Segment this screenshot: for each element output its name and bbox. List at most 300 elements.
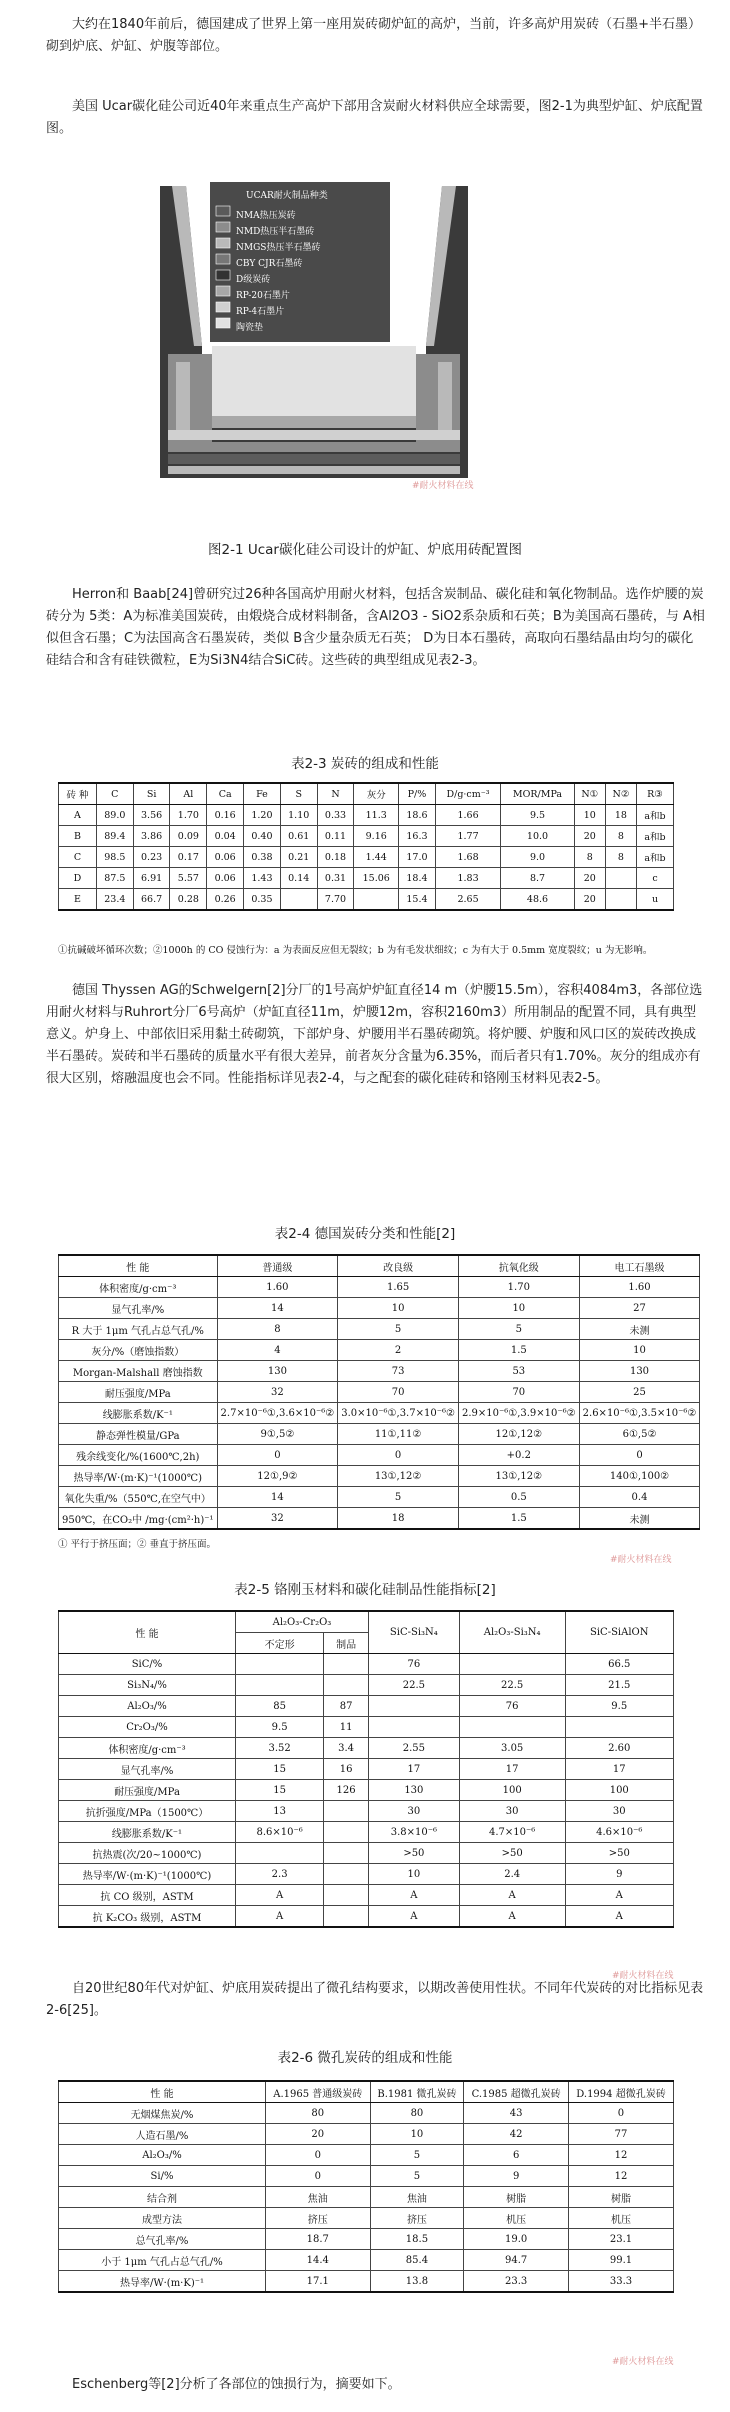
table-cell <box>324 1906 369 1928</box>
table-cell: 5 <box>370 2145 464 2166</box>
table-row <box>59 889 674 911</box>
row-label-cell: 氧化失重/%（550℃,在空气中） <box>59 1487 218 1508</box>
table-header-row <box>59 1611 674 1633</box>
table-2-4 <box>58 1254 700 1530</box>
table-cell: 4.7×10⁻⁶ <box>459 1822 565 1843</box>
table-cell: u <box>637 889 674 911</box>
table-cell: 0.17 <box>170 847 207 868</box>
table-cell: 126 <box>324 1780 369 1801</box>
table-cell: 1.43 <box>244 868 281 889</box>
table-cell: 9.5 <box>236 1717 324 1738</box>
table-cell: 130 <box>368 1780 459 1801</box>
table23-body <box>59 805 674 911</box>
table-cell: 1.60 <box>579 1277 700 1298</box>
furnace-diagram <box>150 178 480 498</box>
table24-caption: 表2-4 德国炭砖分类和性能[2] <box>274 1226 456 1242</box>
table-cell: 6 <box>464 2145 569 2166</box>
table-row <box>59 2271 674 2293</box>
table-cell: 20 <box>574 826 605 847</box>
table-cell: 未测 <box>579 1508 700 1530</box>
col-header: Al <box>170 783 207 805</box>
col-header: 性 能 <box>59 2081 266 2103</box>
legend-title: UCAR耐火制品种类 <box>246 191 328 201</box>
table-row <box>59 1759 674 1780</box>
table-cell: 3.56 <box>133 805 170 826</box>
table-cell: 87.5 <box>96 868 133 889</box>
table-cell: 机压 <box>568 2208 673 2229</box>
col-header: Al₂O₃-Si₃N₄ <box>459 1611 565 1654</box>
col-header: C <box>96 783 133 805</box>
table-cell: 5.57 <box>170 868 207 889</box>
table-cell: A <box>459 1885 565 1906</box>
table-cell <box>236 1843 324 1864</box>
row-label-cell: 热导率/W·(m·K)⁻¹(1000℃) <box>59 1864 236 1885</box>
table-cell: 3.0×10⁻⁶①,3.7×10⁻⁶② <box>338 1403 459 1424</box>
table-cell: 5 <box>338 1487 459 1508</box>
eschenberg-paragraph: Eschenberg等[2]分析了各部位的蚀损行为，摘要如下。 <box>72 2377 401 2392</box>
table-row <box>59 1319 700 1340</box>
table-cell: 11 <box>324 1717 369 1738</box>
table24-footnote: ① 平行于挤压面；② 垂直于挤压面。 <box>58 1539 217 1550</box>
table-cell: 13 <box>236 1801 324 1822</box>
table-cell: 23.1 <box>568 2229 673 2250</box>
table-cell: 10 <box>338 1298 459 1319</box>
table-cell: 15 <box>236 1759 324 1780</box>
table-row <box>59 1340 700 1361</box>
table-cell: 5 <box>458 1319 579 1340</box>
table-cell: 14 <box>217 1487 338 1508</box>
table-cell: 16.3 <box>399 826 436 847</box>
table-row <box>59 826 674 847</box>
table-cell: 0.06 <box>207 868 244 889</box>
table-cell: 0.4 <box>579 1487 700 1508</box>
table-cell <box>459 1717 565 1738</box>
table-cell: 10 <box>368 1864 459 1885</box>
table-row <box>59 1508 700 1530</box>
table-cell: 18.5 <box>370 2229 464 2250</box>
table-cell <box>324 1822 369 1843</box>
table-cell <box>368 1717 459 1738</box>
row-label-cell: 体积密度/g·cm⁻³ <box>59 1277 218 1298</box>
col-header: N② <box>605 783 636 805</box>
col-header: 性 能 <box>59 1255 218 1277</box>
table-row <box>59 1487 700 1508</box>
table-cell: 0.11 <box>317 826 354 847</box>
row-label-cell: D <box>59 868 97 889</box>
table-cell: 0.04 <box>207 826 244 847</box>
table-cell <box>236 1675 324 1696</box>
table-cell: 66.7 <box>133 889 170 911</box>
col-header: MOR/MPa <box>501 783 574 805</box>
bottom-layer-3 <box>168 454 460 464</box>
col-header: A.1965 普通级炭砖 <box>266 2081 371 2103</box>
table-row <box>59 1885 674 1906</box>
table-cell: 13①,12② <box>338 1466 459 1487</box>
row-label-cell: 耐压强度/MPa <box>59 1780 236 1801</box>
table-cell: 89.4 <box>96 826 133 847</box>
table-row <box>59 2250 674 2271</box>
table-cell: 89.0 <box>96 805 133 826</box>
row-label-cell: 灰分/%（磨蚀指数） <box>59 1340 218 1361</box>
table-row <box>59 1675 674 1696</box>
table24-body <box>59 1277 700 1530</box>
table-cell: 4 <box>217 1340 338 1361</box>
table-cell: 12 <box>568 2166 673 2187</box>
table-cell: 14 <box>217 1298 338 1319</box>
table-cell: 22.5 <box>368 1675 459 1696</box>
watermark: #耐火材料在线 <box>412 481 474 491</box>
col-header: 普通级 <box>217 1255 338 1277</box>
table-cell: 130 <box>579 1361 700 1382</box>
table-2-6 <box>58 2080 674 2293</box>
table-cell: 140①,100② <box>579 1466 700 1487</box>
row-label-cell: Si/% <box>59 2166 266 2187</box>
table-cell: 130 <box>217 1361 338 1382</box>
table-cell: 8 <box>605 826 636 847</box>
table-cell: 99.1 <box>568 2250 673 2271</box>
row-label-cell: Si₃N₄/% <box>59 1675 236 1696</box>
table-cell: 10 <box>579 1340 700 1361</box>
table-cell: 66.5 <box>565 1654 673 1675</box>
table-cell: 10 <box>574 805 605 826</box>
table-cell: +0.2 <box>458 1445 579 1466</box>
col-header: 电工石墨级 <box>579 1255 700 1277</box>
table-cell <box>565 1717 673 1738</box>
col-header: Ca <box>207 783 244 805</box>
table-cell: 0.21 <box>280 847 317 868</box>
table-cell: 0.31 <box>317 868 354 889</box>
col-header: Al₂O₃-Cr₂O₃ <box>236 1611 369 1633</box>
table-cell: 3.86 <box>133 826 170 847</box>
table-cell: 0.28 <box>170 889 207 911</box>
legend-item: 陶瓷垫 <box>236 323 264 333</box>
legend-item: NMGS热压半石墨砖 <box>236 243 321 253</box>
table-cell: A <box>236 1885 324 1906</box>
table-cell: >50 <box>459 1843 565 1864</box>
table-cell: 23.3 <box>464 2271 569 2293</box>
table-cell: 10 <box>370 2124 464 2145</box>
table-cell: 1.65 <box>338 1277 459 1298</box>
row-label-cell: 950℃，在CO₂中 /mg·(cm²·h)⁻¹ <box>59 1508 218 1530</box>
col-header: 性 能 <box>59 1611 236 1654</box>
table-cell <box>368 1696 459 1717</box>
table-cell: 19.0 <box>464 2229 569 2250</box>
table-cell <box>459 1654 565 1675</box>
table-cell: 17 <box>565 1759 673 1780</box>
table-cell <box>324 1801 369 1822</box>
table-row <box>59 2166 674 2187</box>
col-subheader: 制品 <box>324 1633 369 1654</box>
table-cell: 0 <box>217 1445 338 1466</box>
table-cell: 5 <box>370 2166 464 2187</box>
table-row <box>59 2145 674 2166</box>
table-row <box>59 2187 674 2208</box>
table-cell: 21.5 <box>565 1675 673 1696</box>
table-cell: 20 <box>574 868 605 889</box>
table-cell <box>324 1864 369 1885</box>
row-label-cell: 静态弹性模量/GPa <box>59 1424 218 1445</box>
table-cell <box>280 889 317 911</box>
table-cell: 53 <box>458 1361 579 1382</box>
table-cell: 2.7×10⁻⁶①,3.6×10⁻⁶② <box>217 1403 338 1424</box>
thyssen-paragraph: 德国 Thyssen AG的Schwelgern[2]分厂的1号高炉炉缸直径14 m（炉腰15.5m），容积4084m3，各部位选用耐火材料与Ruhrort分厂6号高炉（炉缸直径11m，炉腰12m，容积2160m3）所用制品的配置不同，具有典型意义。炉身上、中部依旧采用黏土砖砌筑，下部炉身、炉腰用半石墨砖砌筑。将炉腰、炉腹和风口区的炭砖改换成半石墨砖。炭砖和半石墨砖的质量水平有很大差异，前者灰分含量为6.35%，而后者只有1.70%。灰分的组成亦有很大区别，熔融温度也会不同。性能指标详见表2-4，与之配套的碳化硅砖和铬刚玉材料见表2-5。 <box>46 983 703 1086</box>
figure-caption: 图2-1 Ucar碳化硅公司设计的炉缸、炉底用砖配置图 <box>208 542 522 558</box>
row-label-cell: 体积密度/g·cm⁻³ <box>59 1738 236 1759</box>
table-cell: 7.70 <box>317 889 354 911</box>
table-cell: 30 <box>565 1801 673 1822</box>
col-header: 抗氧化级 <box>458 1255 579 1277</box>
table-2-3 <box>58 782 674 911</box>
table-cell: 未测 <box>579 1319 700 1340</box>
table-cell: 3.05 <box>459 1738 565 1759</box>
table-cell: 70 <box>338 1382 459 1403</box>
table-cell <box>324 1885 369 1906</box>
table-cell <box>605 889 636 911</box>
table-cell: 18.7 <box>266 2229 371 2250</box>
table-cell: 10.0 <box>501 826 574 847</box>
table-cell: 9.5 <box>565 1696 673 1717</box>
row-label-cell: A <box>59 805 97 826</box>
table-cell: 机压 <box>464 2208 569 2229</box>
table-cell: A <box>565 1885 673 1906</box>
row-label-cell: 成型方法 <box>59 2208 266 2229</box>
table-cell: 3.52 <box>236 1738 324 1759</box>
table-cell <box>354 889 399 911</box>
table-cell: 16 <box>324 1759 369 1780</box>
table-cell: 18 <box>338 1508 459 1530</box>
table-cell: 2.6×10⁻⁶①,3.5×10⁻⁶② <box>579 1403 700 1424</box>
table-cell: 73 <box>338 1361 459 1382</box>
table-cell: 100 <box>459 1780 565 1801</box>
row-label-cell: 无烟煤焦炭/% <box>59 2103 266 2124</box>
table-2-5 <box>58 1610 674 1928</box>
table-cell: 0.38 <box>244 847 281 868</box>
table-cell: 80 <box>370 2103 464 2124</box>
col-header: Si <box>133 783 170 805</box>
table-cell: 6①,5② <box>579 1424 700 1445</box>
table-cell: 1.68 <box>435 847 500 868</box>
legend-item: CBY CJR石墨砖 <box>236 259 303 269</box>
table23-caption: 表2-3 炭砖的组成和性能 <box>291 756 439 772</box>
table-cell: 3.8×10⁻⁶ <box>368 1822 459 1843</box>
table-cell: 12①,9② <box>217 1466 338 1487</box>
table-cell: 2.9×10⁻⁶①,3.9×10⁻⁶② <box>458 1403 579 1424</box>
table-row <box>59 868 674 889</box>
row-label-cell: 线膨胀系数/K⁻¹ <box>59 1403 218 1424</box>
table-row <box>59 2103 674 2124</box>
table25-caption: 表2-5 铬刚玉材料和碳化硅制品性能指标[2] <box>234 1582 496 1598</box>
table-cell: 4.6×10⁻⁶ <box>565 1822 673 1843</box>
table-cell: 70 <box>458 1382 579 1403</box>
herron-paragraph: Herron和 Baab[24]曾研究过26种各国高炉用耐火材料，包括含炭制品、碳化硅和氧化物制品。选作炉腰的炭砖分为 5类：A为标准美国炭砖，由煅烧合成材料制备，含Al2O3 - SiO2系杂质和石英；B为美国高石墨砖，与 A相似但含石墨；C为法国高含石墨炭砖，类似 B含少量杂质无石英； D为日本石墨砖，高取向石墨结晶由均匀的碳化硅结合和含有硅铁微粒，E为Si3N4结合SiC砖。这些砖的典型组成见表2-3。 <box>46 587 705 668</box>
table-cell: >50 <box>565 1843 673 1864</box>
table-cell: 挤压 <box>266 2208 371 2229</box>
watermark: #耐火材料在线 <box>610 1555 672 1565</box>
table-cell: 8.7 <box>501 868 574 889</box>
table-cell: 9①,5② <box>217 1424 338 1445</box>
table-cell: 20 <box>574 889 605 911</box>
row-label-cell: Al₂O₃/% <box>59 2145 266 2166</box>
table-cell: 焦油 <box>370 2187 464 2208</box>
table-row <box>59 1696 674 1717</box>
table-cell <box>605 868 636 889</box>
table-cell <box>324 1654 369 1675</box>
table-cell: 0.5 <box>458 1487 579 1508</box>
table-cell: 6.91 <box>133 868 170 889</box>
table-cell: 20 <box>266 2124 371 2145</box>
hearth-interior <box>212 346 416 416</box>
table-cell: 树脂 <box>464 2187 569 2208</box>
row-label-cell: 总气孔率/% <box>59 2229 266 2250</box>
col-header: SiC-SiAlON <box>565 1611 673 1654</box>
table-cell: 12 <box>568 2145 673 2166</box>
watermark: #耐火材料在线 <box>612 2357 674 2367</box>
table-cell: 22.5 <box>459 1675 565 1696</box>
table25-body <box>59 1654 674 1928</box>
table-header-row <box>59 2081 674 2103</box>
table-cell: 15.4 <box>399 889 436 911</box>
row-label-cell: 残余线变化/%(1600℃,2h) <box>59 1445 218 1466</box>
col-header: SiC-Si₃N₄ <box>368 1611 459 1654</box>
table-row <box>59 1445 700 1466</box>
table-cell: 43 <box>464 2103 569 2124</box>
table-cell: 0 <box>266 2166 371 2187</box>
table-cell: a和b <box>637 826 674 847</box>
table-cell: 8 <box>605 847 636 868</box>
row-label-cell: 结合剂 <box>59 2187 266 2208</box>
table-cell: 1.60 <box>217 1277 338 1298</box>
row-label-cell: 抗 CO 级别，ASTM <box>59 1885 236 1906</box>
table-cell: 15.06 <box>354 868 399 889</box>
table-cell: 25 <box>579 1382 700 1403</box>
table-cell: c <box>637 868 674 889</box>
table-cell: 0.26 <box>207 889 244 911</box>
table-cell: 焦油 <box>266 2187 371 2208</box>
table-row <box>59 847 674 868</box>
bottom-layer-4 <box>168 466 460 474</box>
row-label-cell: 热导率/W·(m·K)⁻¹ <box>59 2271 266 2293</box>
legend-item: NMD热压半石墨砖 <box>236 227 315 237</box>
table-cell: 17.1 <box>266 2271 371 2293</box>
table-cell: 1.70 <box>458 1277 579 1298</box>
row-label-cell: Cr₂O₃/% <box>59 1717 236 1738</box>
row-label-cell: 线膨胀系数/K⁻¹ <box>59 1822 236 1843</box>
table-cell: 100 <box>565 1780 673 1801</box>
table-cell: 85.4 <box>370 2250 464 2271</box>
row-label-cell: B <box>59 826 97 847</box>
table-row <box>59 1382 700 1403</box>
table-row <box>59 2229 674 2250</box>
table-cell: 1.44 <box>354 847 399 868</box>
watermark: #耐火材料在线 <box>612 1971 674 1981</box>
bottom-layer-1 <box>168 430 460 440</box>
table-cell <box>324 1843 369 1864</box>
intro-paragraph: 大约在1840年前后，德国建成了世界上第一座用炭砖砌炉缸的高炉，当前，许多高炉用炭砖（石墨+半石墨）砌到炉底、炉缸、炉腹等部位。 <box>46 17 701 54</box>
col-header: N <box>317 783 354 805</box>
table-cell: 树脂 <box>568 2187 673 2208</box>
row-label-cell: 抗折强度/MPa（1500℃） <box>59 1801 236 1822</box>
table-cell: 1.77 <box>435 826 500 847</box>
table-cell: 77 <box>568 2124 673 2145</box>
table-cell: 1.10 <box>280 805 317 826</box>
table-header-row <box>59 1255 700 1277</box>
table-row <box>59 2124 674 2145</box>
table-row <box>59 1466 700 1487</box>
table-cell: 9.16 <box>354 826 399 847</box>
row-label-cell: 显气孔率/% <box>59 1759 236 1780</box>
table-cell: 0.61 <box>280 826 317 847</box>
table-cell: >50 <box>368 1843 459 1864</box>
table-cell: 8 <box>574 847 605 868</box>
table-cell: 0 <box>266 2145 371 2166</box>
table-cell: A <box>368 1885 459 1906</box>
table-cell: 17.0 <box>399 847 436 868</box>
table-cell: 13.8 <box>370 2271 464 2293</box>
table-cell: 0.33 <box>317 805 354 826</box>
row-label-cell: 小于 1μm 气孔占总气孔/% <box>59 2250 266 2271</box>
table-cell: 42 <box>464 2124 569 2145</box>
table-cell: 18.6 <box>399 805 436 826</box>
table-cell: 0.40 <box>244 826 281 847</box>
table-cell: 13①,12② <box>458 1466 579 1487</box>
table-cell: 32 <box>217 1508 338 1530</box>
table-cell: 1.66 <box>435 805 500 826</box>
table-cell: 17 <box>368 1759 459 1780</box>
table-row <box>59 1403 700 1424</box>
ceramic-pad <box>212 416 416 428</box>
col-subheader: 不定形 <box>236 1633 324 1654</box>
table-row <box>59 1801 674 1822</box>
col-header: D.1994 超微孔炭砖 <box>568 2081 673 2103</box>
col-header: B.1981 微孔炭砖 <box>370 2081 464 2103</box>
table-cell: 30 <box>459 1801 565 1822</box>
table-cell: 98.5 <box>96 847 133 868</box>
table-cell: 87 <box>324 1696 369 1717</box>
row-label-cell: Al₂O₃/% <box>59 1696 236 1717</box>
table-row <box>59 1906 674 1928</box>
table-cell <box>236 1654 324 1675</box>
table-cell: 0 <box>338 1445 459 1466</box>
table-cell: 76 <box>368 1654 459 1675</box>
table-cell: 8 <box>217 1319 338 1340</box>
col-header: 改良级 <box>338 1255 459 1277</box>
row-label-cell: 耐压强度/MPa <box>59 1382 218 1403</box>
table-header-row <box>59 783 674 805</box>
table-row <box>59 1298 700 1319</box>
row-label-cell: C <box>59 847 97 868</box>
table-cell: 9.0 <box>501 847 574 868</box>
table-cell: 3.4 <box>324 1738 369 1759</box>
col-header: P/% <box>399 783 436 805</box>
table-cell <box>324 1675 369 1696</box>
legend-item: RP-4石墨片 <box>236 307 285 317</box>
figure-2-1 <box>150 178 480 498</box>
table-cell: 8.6×10⁻⁶ <box>236 1822 324 1843</box>
table-row <box>59 1424 700 1445</box>
table-row <box>59 1822 674 1843</box>
legend-item: NMA热压炭砖 <box>236 211 296 221</box>
table-cell: 33.3 <box>568 2271 673 2293</box>
col-header: 砖 种 <box>59 783 97 805</box>
col-header: N① <box>574 783 605 805</box>
col-header: C.1985 超微孔炭砖 <box>464 2081 569 2103</box>
table26-body <box>59 2103 674 2293</box>
table-cell: 0.35 <box>244 889 281 911</box>
table-cell: 1.5 <box>458 1340 579 1361</box>
col-header: 灰分 <box>354 783 399 805</box>
row-label-cell: 抗 K₂CO₃ 级别，ASTM <box>59 1906 236 1928</box>
row-label-cell: 热导率/W·(m·K)⁻¹(1000℃) <box>59 1466 218 1487</box>
